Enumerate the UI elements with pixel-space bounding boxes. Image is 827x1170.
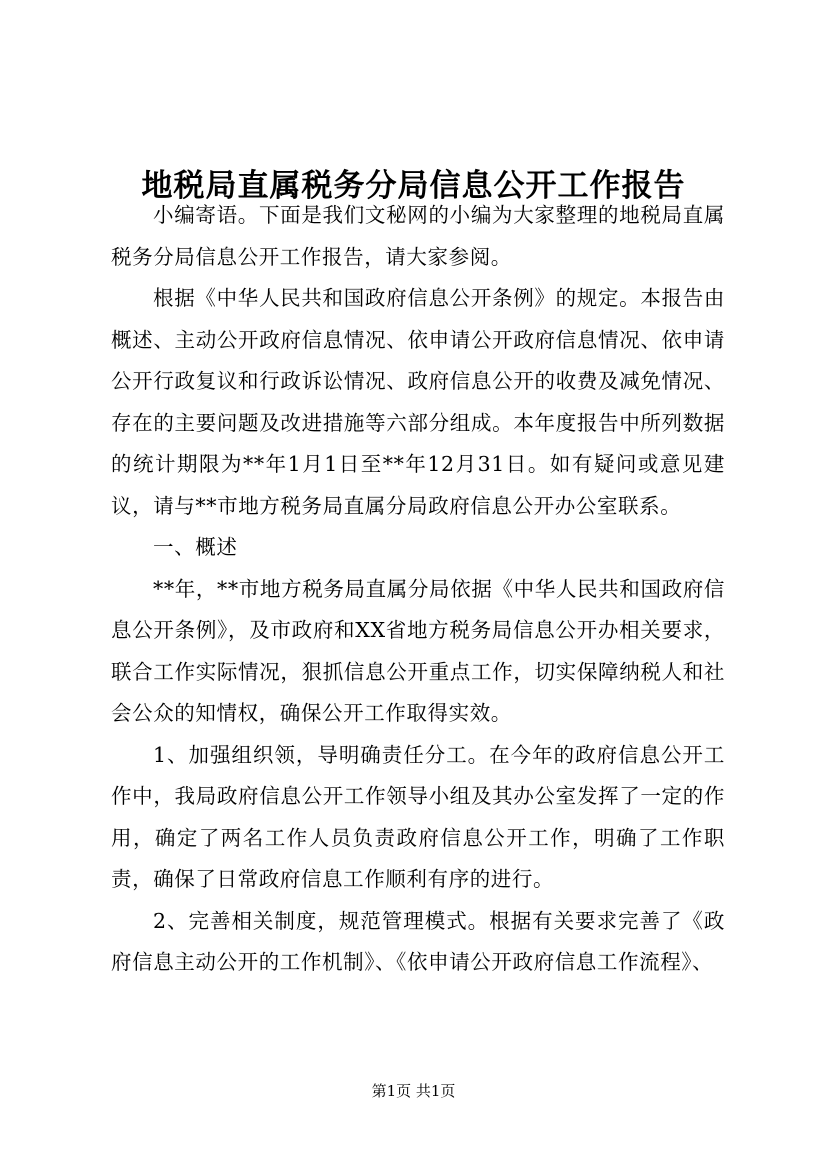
document-body <box>111 195 725 984</box>
page-number-footer: 第1页 共1页 <box>371 1082 456 1100</box>
paragraph-item-1: 1、加强组织领，导明确责任分工。在今年的政府信息公开工作中，我局政府信息公开工作领导小组及其办公室发挥了一定的作用，确定了两名工作人员负责政府信息公开工作，明确了工作职责，确保了日常政府信息工作顺利有序的进行。 <box>111 742 725 891</box>
paragraph-overview: **年，**市地方税务局直属分局依据《中华人民共和国政府信息公开条例》，及市政府和XX省地方税务局信息公开办相关要求，联合工作实际情况，狠抓信息公开重点工作，切实保障纳税人和社会公众的知情权，确保公开工作取得实效。 <box>111 576 725 725</box>
section-heading-overview: 一、概述 <box>153 535 238 559</box>
paragraph-item-2: 2、完善相关制度，规范管理模式。根据有关要求完善了《政府信息主动公开的工作机制》、《依申请公开政府信息工作流程》、 <box>111 908 725 974</box>
document-title: 地税局直属税务分局信息公开工作报告 <box>141 167 686 204</box>
paragraph-intro: 小编寄语。下面是我们文秘网的小编为大家整理的地税局直属税务分局信息公开工作报告，请大家参阅。 <box>111 203 725 269</box>
paragraph-report-basis: 根据《中华人民共和国政府信息公开条例》的规定。本报告由概述、主动公开政府信息情况、依申请公开政府信息情况、依申请公开行政复议和行政诉讼情况、政府信息公开的收费及减免情况、存在的主要问题及改进措施等六部分组成。本年度报告中所列数据的统计期限为**年1月1日至**年12月31日。如有疑问或意见建议，请与**市地方税务局直属分局政府信息公开办公室联系。 <box>111 286 725 518</box>
